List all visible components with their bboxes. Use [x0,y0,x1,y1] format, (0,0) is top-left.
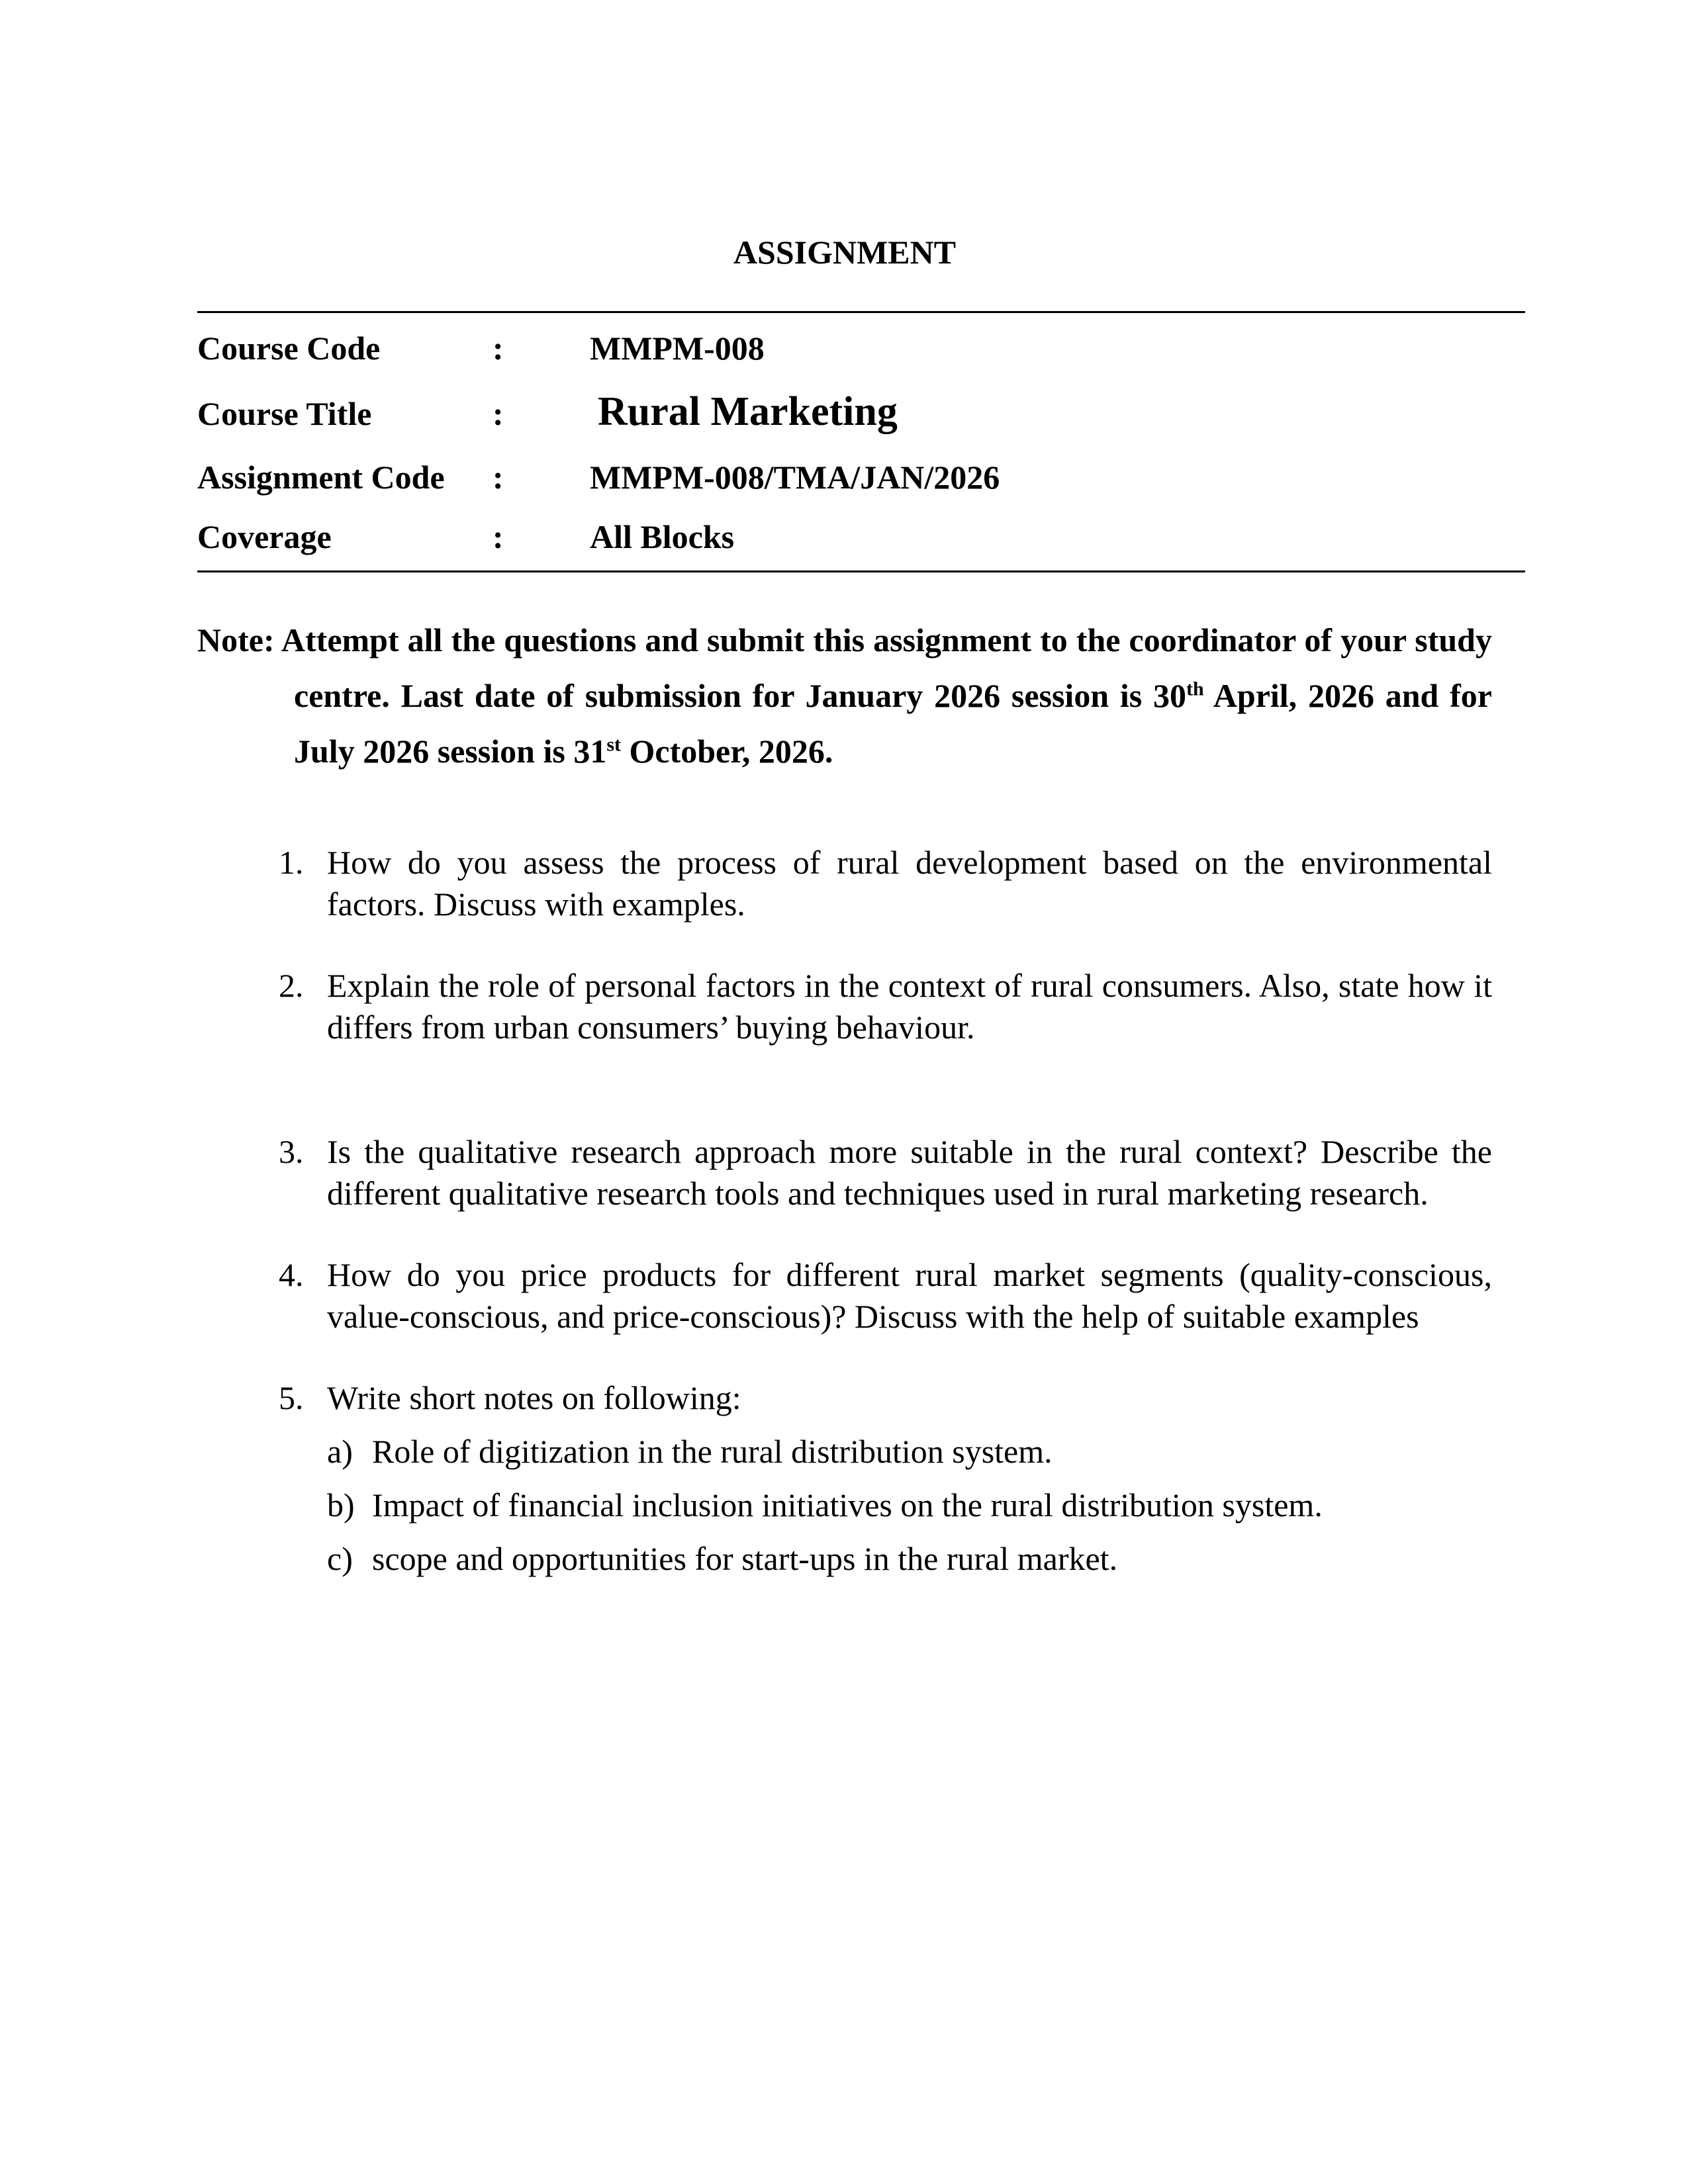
coverage-value: All Blocks [590,518,735,555]
subitem-text: Impact of financial inclusion initiatives on the rural distribution system. [372,1486,1323,1524]
question-list [197,842,1492,1580]
note-text-part1: Attempt all the questions and submit this assignment to the coordinator of your study centre. Last date of submission for January 2026 session is 30 [281,621,1492,714]
question-item-4 [197,1254,1492,1338]
question-item-2 [197,965,1492,1048]
question-item-1 [197,842,1492,925]
question-text: Write short notes on following: [327,1379,741,1416]
subitem-a [327,1431,1492,1473]
question-text: Explain the role of personal factors in the context of rural consumers. Also, state how it differs from urban consumers’ buying behaviour. [327,967,1492,1046]
course-info-table [197,311,1525,572]
ordinal-superscript: th [1186,678,1204,700]
subitem-marker: a) [327,1433,353,1470]
subitem-marker: c) [327,1540,353,1577]
course-code-label: Course Code [197,330,381,367]
question-number: 4. [279,1256,304,1293]
subitem-text: scope and opportunities for start-ups in the rural market. [372,1540,1118,1577]
table-row-assignment-code [197,447,1525,507]
question-item-5 [197,1377,1492,1580]
assignment-code-label: Assignment Code [197,459,445,496]
question-text: How do you assess the process of rural development based on the environmental factors. Discuss with examples. [327,844,1492,923]
note-label: Note: [197,621,275,659]
subitem-b [327,1484,1492,1526]
subitem-marker: b) [327,1486,355,1524]
course-title-value: Rural Marketing [598,389,898,434]
subitem-c [327,1538,1492,1580]
page-title: ASSIGNMENT [733,234,957,271]
note-text-part2: April, 2026 and for July 2026 session is 31 [294,677,1492,770]
separator: : [492,459,504,496]
subitem-text: Role of digitization in the rural distribution system. [372,1433,1053,1470]
ordinal-superscript: st [606,733,621,756]
document-content [197,0,1492,1619]
coverage-label: Coverage [197,518,332,555]
question-text: Is the qualitative research approach more suitable in the rural context? Describe the different qualitative research tools and techniques used in rural marketing research. [327,1133,1492,1212]
question-number: 3. [279,1133,304,1170]
separator: : [492,330,504,367]
question-number: 2. [279,967,304,1004]
table-row-coverage [197,507,1525,567]
question-item-3 [197,1131,1492,1214]
question-text: How do you price products for different rural market segments (quality-conscious, value-conscious, and price-conscious)? Discuss with the help of suitable examples [327,1256,1492,1335]
separator: : [492,518,504,555]
course-title-label: Course Title [197,395,372,432]
question-number: 5. [279,1379,304,1416]
table-row-course-title [197,378,1525,447]
course-code-value: MMPM-008 [590,330,765,367]
note-paragraph [197,612,1492,779]
table-row-course-code [197,318,1525,378]
question-number: 1. [279,844,304,881]
separator: : [492,395,504,432]
note-text-part3: October, 2026. [621,733,833,770]
assignment-code-value: MMPM-008/TMA/JAN/2026 [590,459,1000,496]
